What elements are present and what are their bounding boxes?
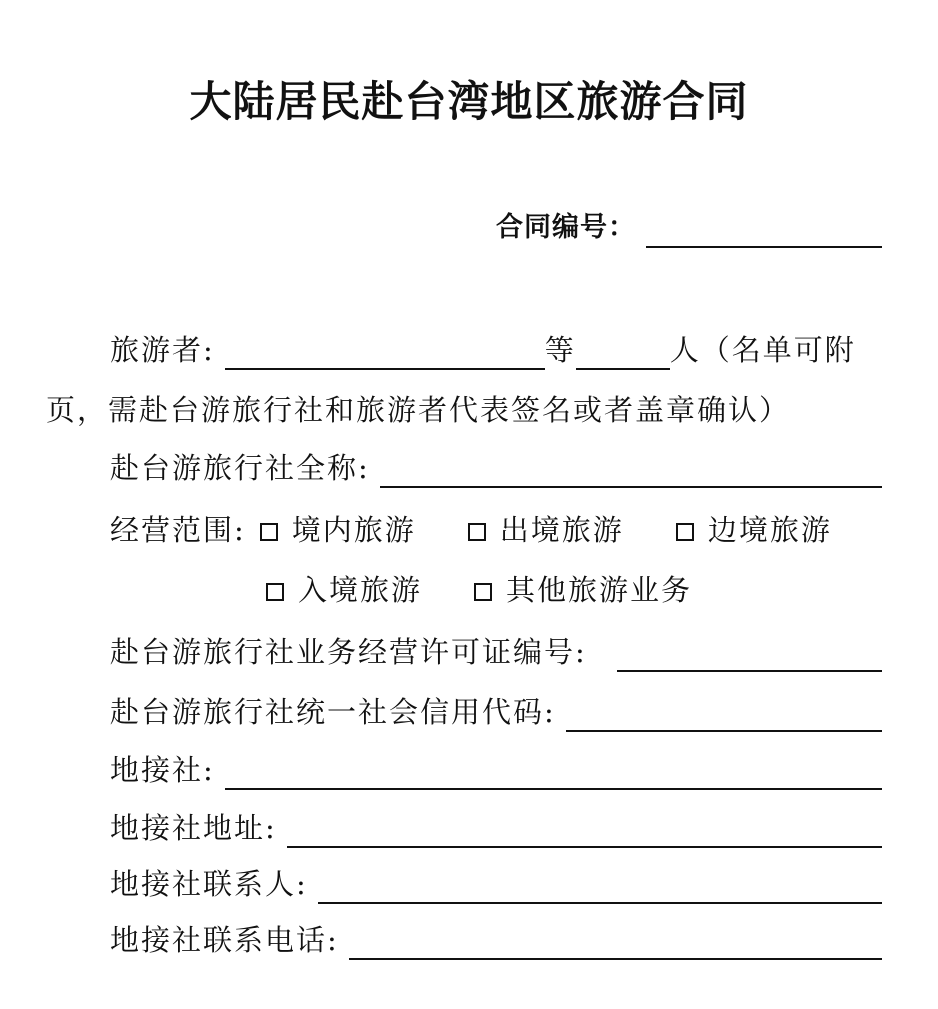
checkbox-other[interactable] bbox=[474, 583, 492, 601]
contract-number-row bbox=[496, 208, 882, 248]
travelers-names-field[interactable] bbox=[225, 332, 545, 370]
local-agency-label: 地接社: bbox=[110, 753, 215, 787]
checkbox-domestic[interactable] bbox=[260, 523, 278, 541]
scope-label: 经营范围: bbox=[110, 513, 246, 547]
contract-number-field[interactable] bbox=[646, 210, 882, 248]
travelers-row bbox=[110, 330, 882, 370]
document-title: 大陆居民赴台湾地区旅游合同 bbox=[189, 77, 749, 126]
local-phone-field[interactable] bbox=[349, 922, 882, 960]
scope-option-other[interactable] bbox=[474, 570, 692, 610]
travelers-note-text: 页，需赴台游旅行社和旅游者代表签名或者盖章确认） bbox=[46, 393, 791, 427]
local-phone-row bbox=[110, 920, 882, 960]
travelers-label: 旅游者: bbox=[110, 333, 215, 367]
license-number-label: 赴台游旅行社业务经营许可证编号: bbox=[110, 635, 587, 669]
scope-option-domestic-label: 境内旅游 bbox=[291, 513, 416, 547]
local-phone-label: 地接社联系电话: bbox=[110, 923, 339, 957]
checkbox-outbound[interactable] bbox=[468, 523, 486, 541]
local-contact-label: 地接社联系人: bbox=[110, 867, 308, 901]
travelers-middle-text: 等 bbox=[544, 333, 576, 367]
scope-option-border[interactable] bbox=[676, 510, 832, 550]
checkbox-border[interactable] bbox=[676, 523, 694, 541]
scope-option-outbound-label: 出境旅游 bbox=[499, 513, 624, 547]
local-contact-row bbox=[110, 864, 882, 904]
local-address-row bbox=[110, 808, 882, 848]
travelers-count-field[interactable] bbox=[576, 332, 670, 370]
scope-option-border-label: 边境旅游 bbox=[707, 513, 832, 547]
agency-name-row bbox=[110, 448, 882, 488]
local-agency-row bbox=[110, 750, 882, 790]
scope-row-1 bbox=[110, 510, 882, 550]
scope-option-inbound-label: 入境旅游 bbox=[298, 573, 423, 607]
local-agency-field[interactable] bbox=[225, 752, 882, 790]
local-contact-field[interactable] bbox=[318, 866, 882, 904]
scope-option-domestic[interactable] bbox=[260, 510, 416, 550]
checkbox-inbound[interactable] bbox=[266, 583, 284, 601]
travelers-note-row bbox=[46, 390, 790, 430]
credit-code-field[interactable] bbox=[566, 694, 882, 732]
local-address-label: 地接社地址: bbox=[110, 811, 277, 845]
license-number-row bbox=[110, 632, 882, 672]
travelers-tail-text: 人（名单可附 bbox=[669, 333, 856, 367]
scope-row-2 bbox=[266, 570, 692, 610]
local-address-field[interactable] bbox=[287, 810, 882, 848]
credit-code-label: 赴台游旅行社统一社会信用代码: bbox=[110, 695, 556, 729]
agency-name-label: 赴台游旅行社全称: bbox=[110, 451, 370, 485]
license-number-field[interactable] bbox=[617, 634, 882, 672]
agency-name-field[interactable] bbox=[380, 450, 882, 488]
credit-code-row bbox=[110, 692, 882, 732]
scope-option-inbound[interactable] bbox=[266, 570, 422, 610]
scope-option-outbound[interactable] bbox=[468, 510, 624, 550]
contract-number-label: 合同编号： bbox=[496, 212, 636, 243]
scope-option-other-label: 其他旅游业务 bbox=[506, 573, 693, 607]
